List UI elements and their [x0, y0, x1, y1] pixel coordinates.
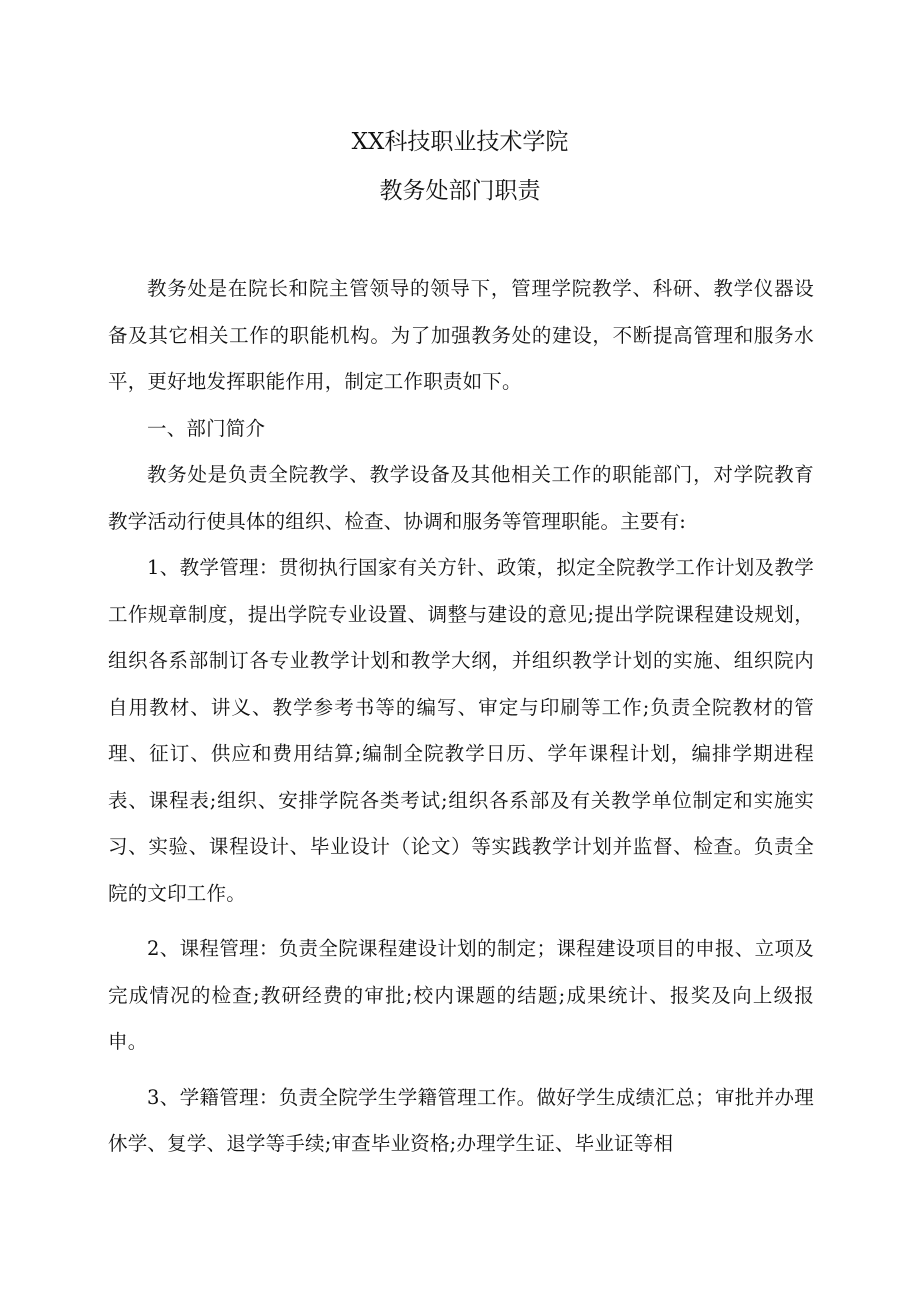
paragraph-intro: 教务处是在院长和院主管领导的领导下，管理学院教学、科研、教学仪器设备及其它相关工作的职能机构。为了加强教务处的建设，不断提高管理和服务水平，更好地发挥职能作用，制定工作职责如下。 [108, 277, 814, 393]
paragraph-teaching-management: 1、教学管理：贯彻执行国家有关方针、政策，拟定全院教学工作计划及教学工作规章制度，提出学院专业设置、调整与建设的意见;提出学院课程建设规划，组织各系部制订各专业教学计划和教学大纲，并组织教学计划的实施、组织院内自用教材、讲义、教学参考书等的编写、审定与印刷等工作;负责全院教材的管理、征订、供应和费用结算;编制全院教学日历、学年课程计划，编排学期进程表、课程表;组织、安排学院各类考试;组织各系部及有关教学单位制定和实施实习、实验、课程设计、毕业设计（论文）等实践教学计划并监督、检查。负责全院的文印工作。 [108, 556, 814, 905]
paragraph-course-management: 2、课程管理：负责全院课程建设计划的制定；课程建设项目的申报、立项及完成情况的检查;教研经费的审批;校内课题的结题;成果统计、报奖及向上级报申。 [108, 937, 814, 1053]
paragraph-student-records-management: 3、学籍管理：负责全院学生学籍管理工作。做好学生成绩汇总；审批并办理休学、复学、退学等手续;审查毕业资格;办理学生证、毕业证等相 [108, 1085, 814, 1155]
document-title: XX科技职业技术学院 [351, 129, 569, 155]
section-heading-department-intro: 一、部门简介 [147, 416, 266, 440]
document-body [108, 266, 814, 1168]
document-subtitle: 教务处部门职责 [379, 178, 541, 204]
paragraph-department-overview: 教务处是负责全院教学、教学设备及其他相关工作的职能部门，对学院教育教学活动行使具体的组织、检查、协调和服务等管理职能。主要有: [108, 463, 814, 533]
